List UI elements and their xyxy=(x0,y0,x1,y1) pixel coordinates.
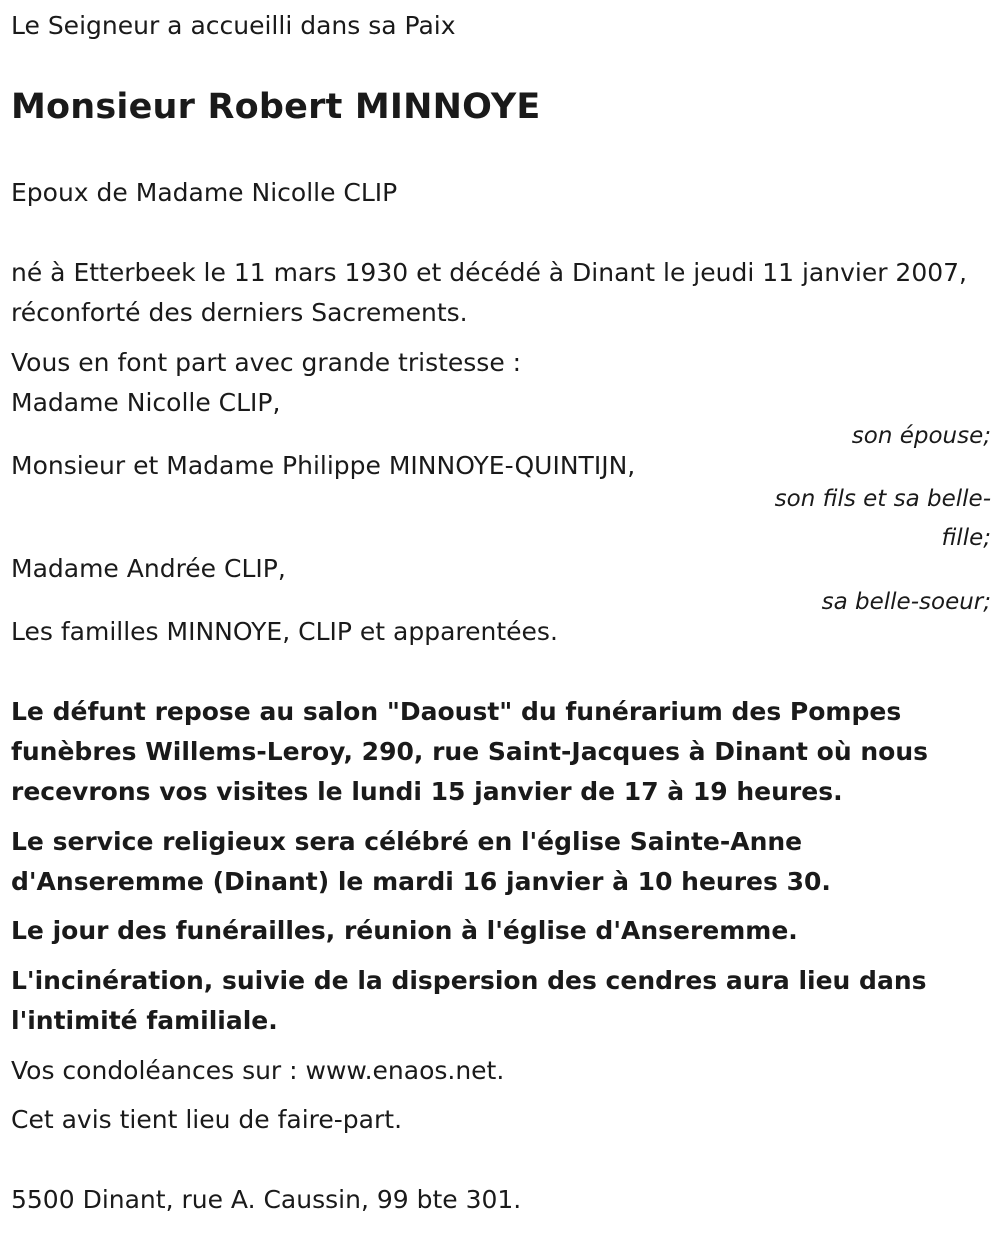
announce-text: Vous en font part avec grande tristesse : xyxy=(11,348,522,377)
family-member-name: Madame Andrée CLIP, xyxy=(11,554,286,583)
condolences-text: Vos condoléances sur : www.enaos.net. xyxy=(11,1056,505,1085)
family-member-relation: son fils et sa belle-fille; xyxy=(774,486,991,551)
family-member-name: Madame Nicolle CLIP, xyxy=(11,388,281,417)
intro-text: Le Seigneur a accueilli dans sa Paix xyxy=(11,11,456,40)
spouse-line: Epoux de Madame Nicolle CLIP xyxy=(11,178,398,207)
cremation-text: L'incinération, suivie de la dispersion des cendres aura lieu dans l'intimité familiale. xyxy=(11,966,927,1035)
family-member xyxy=(11,612,991,652)
birth-death-text: né à Etterbeek le 11 mars 1930 et décédé à Dinant le jeudi 11 janvier 2007, réconforté des derniers Sacrements. xyxy=(11,258,967,327)
family-member-relation: son épouse; xyxy=(851,423,991,449)
address-text: 5500 Dinant, rue A. Caussin, 99 bte 301. xyxy=(11,1185,522,1214)
family-member-name: Les familles MINNOYE, CLIP et apparentées. xyxy=(11,617,558,646)
deceased-name: Monsieur Robert MINNOYE xyxy=(11,87,541,127)
visitation-text: Le défunt repose au salon "Daoust" du funérarium des Pompes funèbres Willems-Leroy, 290, rue Saint-Jacques à Dinant où nous recevrons vos visites le lundi 15 janvier de 17 à 19 heures. xyxy=(11,697,928,806)
family-member-name: Monsieur et Madame Philippe MINNOYE-QUINTIJN, xyxy=(11,451,636,480)
notice-text: Cet avis tient lieu de faire-part. xyxy=(11,1105,403,1134)
service-text: Le service religieux sera célébré en l'église Sainte-Anne d'Anseremme (Dinant) le mardi 16 janvier à 10 heures 30. xyxy=(11,827,831,896)
family-member-relation: sa belle-soeur; xyxy=(821,589,991,615)
meeting-text: Le jour des funérailles, réunion à l'église d'Anseremme. xyxy=(11,916,798,945)
family-member xyxy=(11,446,991,558)
